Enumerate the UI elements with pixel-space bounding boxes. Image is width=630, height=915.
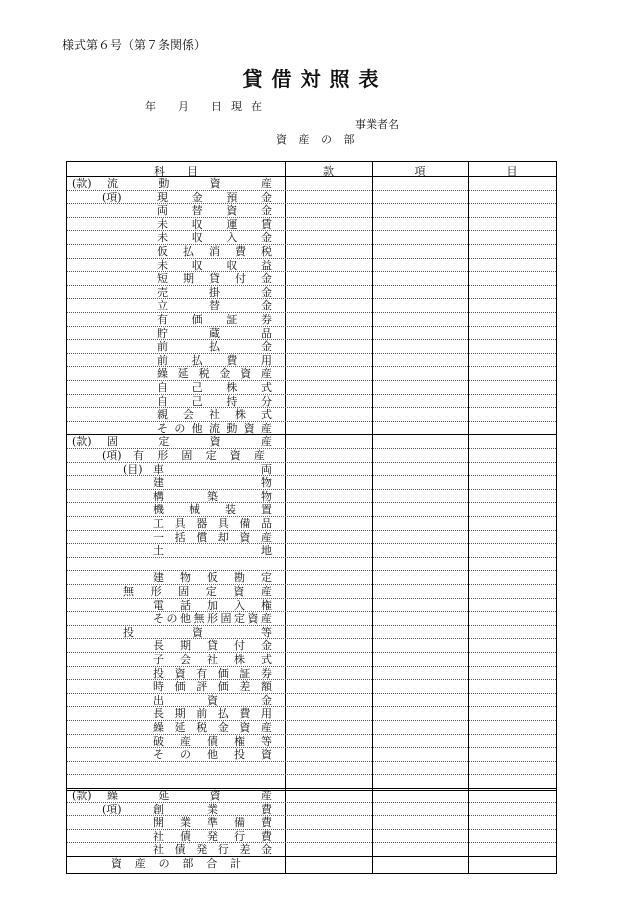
account-name: 子 会 社 株 式 — [153, 653, 272, 666]
row-rule — [67, 516, 556, 517]
account-name: 前 払 費 用 — [157, 353, 272, 367]
account-name: 繰 延 税 金 資 産 — [153, 721, 272, 734]
account-name: 創 業 費 — [153, 802, 272, 816]
row-rule — [67, 530, 556, 531]
row-rule — [67, 693, 556, 694]
account-name: そ の 他 無 形 固 定 資 産 — [153, 612, 272, 626]
row-rule — [67, 652, 556, 653]
document-title: 貸借対照表 — [242, 67, 388, 91]
row-rule — [67, 380, 556, 381]
account-name: 電 話 加 入 権 — [153, 598, 272, 612]
account-name: 開 業 準 備 費 — [153, 816, 272, 830]
account-level-tag: (目) — [123, 462, 143, 476]
account-name: 自 己 持 分 — [157, 394, 272, 408]
form-number-label: 様式第６号（第７条関係） — [62, 38, 207, 52]
row-rule — [67, 258, 556, 259]
balance-sheet-table — [66, 161, 557, 874]
row-rule — [67, 815, 556, 816]
business-name-label: 事業者名 — [355, 118, 399, 131]
account-level-tag: (款) — [72, 789, 92, 802]
row-rule — [67, 720, 556, 721]
account-name: 長 期 前 払 費 用 — [153, 707, 272, 721]
account-name: 社 債 発 行 費 — [153, 829, 272, 843]
row-rule — [67, 190, 556, 191]
date-month-label: 月 — [178, 100, 189, 113]
account-name: 貯 蔵 品 — [157, 326, 272, 340]
row-rule — [67, 502, 556, 503]
account-name: 前 払 金 — [157, 340, 272, 354]
section-title: 資 産 の 部 — [276, 133, 359, 146]
account-name: 一 括 償 却 資 産 — [153, 530, 272, 544]
column-divider — [372, 162, 373, 873]
account-name: 長 期 貸 付 金 — [153, 639, 272, 653]
header-kan: 款 — [323, 165, 334, 178]
row-rule — [67, 747, 556, 748]
row-rule — [67, 557, 556, 558]
row-rule — [67, 285, 556, 286]
header-moku: 目 — [506, 165, 518, 178]
account-level-tag: (款) — [72, 177, 92, 190]
account-name: 売 掛 金 — [157, 285, 272, 299]
row-rule — [67, 217, 556, 218]
account-name: 有 形 固 定 資 産 — [133, 449, 265, 462]
row-rule — [67, 802, 556, 803]
account-name: そ の 他 流 動 資 産 — [157, 421, 272, 435]
row-rule — [67, 339, 556, 340]
row-rule — [67, 638, 556, 639]
row-rule — [67, 366, 556, 367]
account-name: 土 地 — [153, 544, 272, 558]
row-rule — [67, 407, 556, 408]
account-name: 未 収 入 金 — [157, 231, 272, 245]
account-name: 両 替 資 金 — [157, 204, 272, 218]
account-level-tag: (項) — [102, 449, 122, 462]
row-rule — [67, 230, 556, 231]
column-divider — [285, 162, 286, 873]
account-level-tag: (項) — [102, 802, 122, 816]
row-rule — [67, 298, 556, 299]
column-divider — [468, 162, 469, 873]
account-name: 社 債 発 行 差 金 — [153, 843, 272, 857]
row-rule — [67, 353, 556, 354]
account-name: そ の 他 投 資 — [153, 748, 272, 762]
account-name: 流 動 資 産 — [107, 177, 272, 190]
row-rule — [67, 244, 556, 245]
account-name: 投 資 等 — [123, 625, 272, 639]
account-name: 有 価 証 券 — [157, 313, 272, 326]
row-rule — [67, 312, 556, 313]
account-name: 時 価 評 価 差 額 — [153, 680, 272, 694]
row-rule — [67, 774, 556, 775]
row-rule — [67, 611, 556, 612]
row-rule — [67, 829, 556, 830]
account-name: 繰 延 資 産 — [107, 789, 272, 802]
account-name: 工 具 器 具 備 品 — [153, 517, 272, 530]
header-account: 科 目 — [154, 165, 198, 178]
row-rule — [67, 598, 556, 599]
date-day-label: 日現在 — [211, 100, 271, 113]
header-kou: 項 — [414, 165, 426, 178]
row-rule — [67, 734, 556, 735]
account-name: 無 形 固 定 資 産 — [123, 585, 272, 598]
row-rule — [67, 570, 556, 571]
row-rule — [67, 326, 556, 327]
account-name: 構 築 物 — [153, 489, 272, 503]
account-level-tag: (款) — [72, 435, 92, 449]
account-name: 仮 払 消 費 税 — [157, 245, 272, 258]
row-rule — [67, 475, 556, 476]
account-name: 短 期 貸 付 金 — [157, 272, 272, 286]
row-rule — [67, 203, 556, 204]
account-name: 建 物 仮 勘 定 — [153, 571, 272, 585]
row-rule — [67, 706, 556, 707]
row-rule — [67, 679, 556, 680]
account-name: 機 械 装 置 — [153, 503, 272, 517]
row-rule — [67, 761, 556, 762]
row-rule — [67, 666, 556, 667]
row-rule — [67, 394, 556, 395]
as-of-date-line — [145, 98, 293, 114]
account-name: 固 定 資 産 — [107, 435, 272, 449]
account-name: 親 会 社 株 式 — [157, 408, 272, 422]
account-name: 立 替 金 — [157, 299, 272, 313]
account-name: 未 収 収 益 — [157, 258, 272, 272]
row-rule — [67, 489, 556, 490]
row-rule — [67, 842, 556, 843]
account-name: 資 産 の 部 合 計 — [111, 857, 241, 870]
account-name: 自 己 株 式 — [157, 381, 272, 394]
account-name: 車 両 — [153, 462, 272, 476]
account-name: 投 資 有 価 証 券 — [153, 666, 272, 680]
account-name: 未 収 運 賃 — [157, 217, 272, 231]
account-level-tag: (項) — [102, 190, 122, 204]
date-year-label: 年 — [145, 100, 156, 113]
row-rule — [67, 421, 556, 422]
account-name: 建 物 — [153, 476, 272, 490]
account-name: 現 金 預 金 — [157, 190, 272, 204]
account-name: 破 産 債 権 等 — [153, 734, 272, 748]
row-rule — [67, 271, 556, 272]
account-name: 繰 延 税 金 資 産 — [157, 367, 272, 381]
row-rule — [67, 543, 556, 544]
account-name: 出 資 金 — [153, 693, 272, 707]
